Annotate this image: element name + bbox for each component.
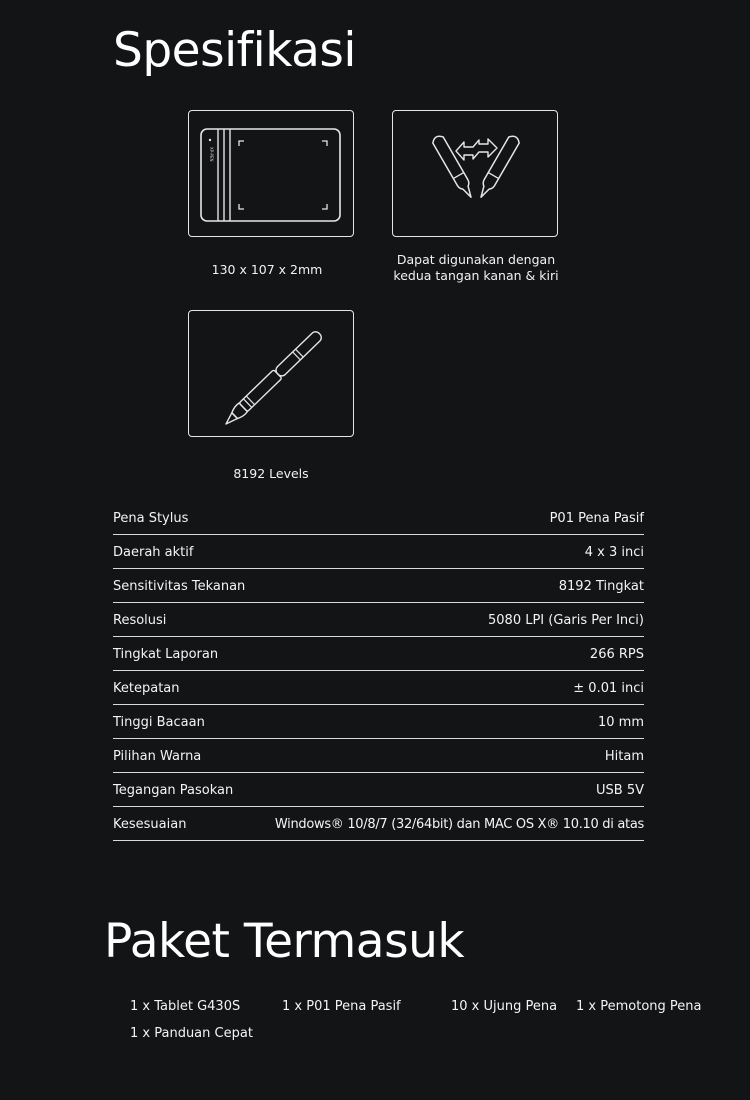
spec-value: ± 0.01 inci <box>573 680 644 696</box>
package-item: 10 x Ujung Pena <box>451 999 558 1014</box>
spec-value: Hitam <box>604 748 644 764</box>
spec-row <box>113 807 644 841</box>
package-item: 1 x Tablet G430S <box>130 999 241 1014</box>
spec-row <box>113 603 644 637</box>
tablet-brand-logo: XP-PEN <box>209 147 214 162</box>
package-item: 1 x Pemotong Pena <box>576 999 702 1014</box>
spec-row <box>113 569 644 603</box>
spec-value: Windows® 10/8/7 (32/64bit) dan MAC OS X® 10.10 di atas <box>274 816 644 832</box>
spec-row <box>113 773 644 807</box>
pressure-levels-card <box>188 310 354 437</box>
spec-section-title: Spesifikasi <box>113 23 356 78</box>
spec-value: 10 mm <box>597 714 644 730</box>
ambidextrous-pens-icon <box>393 111 559 238</box>
spec-value: 266 RPS <box>589 646 644 662</box>
ambidextrous-card <box>392 110 558 237</box>
spec-value: 4 x 3 inci <box>584 544 644 560</box>
spec-label: Tegangan Pasokan <box>113 782 234 798</box>
spec-value: P01 Pena Pasif <box>549 510 644 526</box>
tablet-size-card <box>188 110 354 237</box>
spec-row <box>113 705 644 739</box>
spec-label: Tingkat Laporan <box>113 646 219 662</box>
spec-label: Daerah aktif <box>113 544 194 560</box>
spec-row <box>113 739 644 773</box>
spec-label: Tinggi Bacaan <box>113 714 205 730</box>
tablet-icon <box>189 111 355 238</box>
spec-row <box>113 671 644 705</box>
spec-label: Ketepatan <box>113 680 180 696</box>
spec-value: 8192 Tingkat <box>558 578 644 594</box>
package-section-title: Paket Termasuk <box>104 914 465 969</box>
spec-value: 5080 LPI (Garis Per Inci) <box>488 612 644 628</box>
spec-label: Pena Stylus <box>113 510 189 526</box>
spec-table <box>113 501 644 841</box>
package-item: 1 x P01 Pena Pasif <box>282 999 401 1014</box>
tablet-size-caption: 130 x 107 x 2mm <box>211 262 323 277</box>
spec-row <box>113 501 644 535</box>
spec-label: Resolusi <box>113 612 167 628</box>
spec-row <box>113 637 644 671</box>
stylus-pen-icon <box>189 311 355 438</box>
package-item: 1 x Panduan Cepat <box>130 1026 253 1041</box>
pressure-levels-caption: 8192 Levels <box>233 466 309 481</box>
ambidextrous-caption: Dapat digunakan dengan kedua tangan kanan & kiri <box>393 252 559 283</box>
spec-label: Sensitivitas Tekanan <box>113 578 246 594</box>
spec-label: Kesesuaian <box>113 816 187 832</box>
spec-value: USB 5V <box>596 782 644 798</box>
spec-label: Pilihan Warna <box>113 748 202 764</box>
spec-row <box>113 535 644 569</box>
